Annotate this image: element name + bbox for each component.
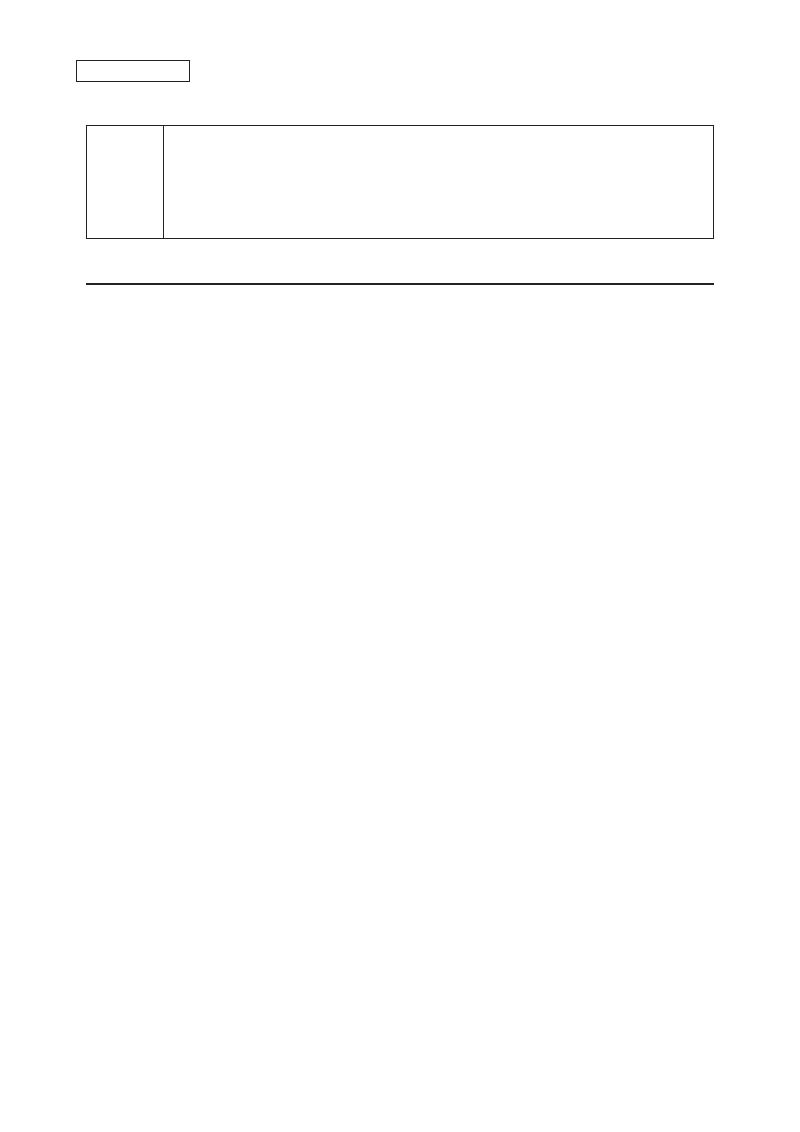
items-table [86,283,714,285]
header-label [76,60,190,82]
table-divider [163,126,164,238]
top-table [86,125,714,239]
